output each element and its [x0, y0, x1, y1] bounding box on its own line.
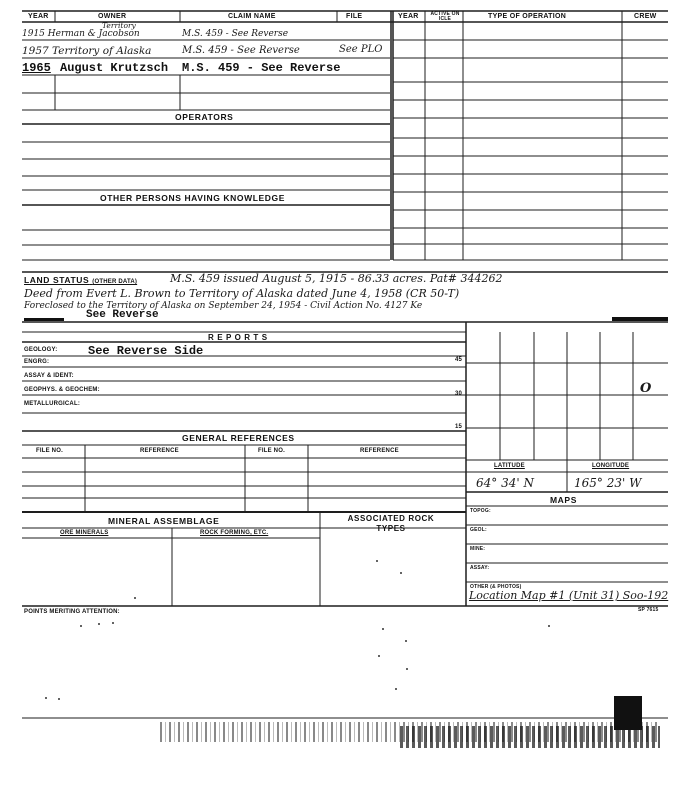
owner-row3-claim: M.S. 459 - See Reverse	[182, 61, 341, 75]
value-geology: See Reverse Side	[88, 344, 204, 358]
scan-speck	[58, 698, 60, 700]
header-file: FILE	[346, 13, 363, 20]
label-geophys-geochem: GEOPHYS. & GEOCHEM:	[24, 387, 100, 393]
owner-row2-claim: M.S. 459 - See Reverse	[182, 45, 300, 56]
section-reports: R E P O R T S	[208, 333, 268, 342]
scan-speck	[548, 625, 550, 627]
longitude-value: 165° 23' W	[574, 476, 642, 490]
owner-annotation: Territory	[102, 21, 136, 30]
maps-other: OTHER (& PHOTOS)	[470, 584, 522, 590]
owner-row3-year: 1965	[22, 61, 51, 75]
scan-speck	[378, 655, 380, 657]
owner-row2-owner: 1957 Territory of Alaska	[22, 45, 152, 57]
grid-num-15: 15	[455, 424, 463, 430]
longitude-label: LONGITUDE	[592, 463, 630, 469]
scan-speck	[406, 668, 408, 670]
latitude-label: LATITUDE	[494, 463, 525, 469]
maps-topog: TOPOG:	[470, 508, 491, 514]
label-rock-forming: ROCK FORMING, ETC.	[200, 530, 269, 536]
maps-mine: MINE:	[470, 546, 486, 552]
scan-speck	[45, 697, 47, 699]
section-general-references: GENERAL REFERENCES	[182, 433, 295, 443]
header-active-on-icle: ACTIVE ON ICLE	[430, 11, 460, 22]
scan-speck	[80, 625, 82, 627]
latitude-value: 64° 34' N	[476, 476, 534, 490]
scan-speck	[400, 572, 402, 574]
scan-speck	[405, 640, 407, 642]
maps-assay: ASSAY:	[470, 565, 490, 571]
header-year: YEAR	[28, 13, 49, 20]
grid-mark: O	[640, 381, 652, 396]
header-type-of-operation: TYPE OF OPERATION	[488, 13, 567, 20]
ref-reference-2: REFERENCE	[360, 448, 399, 454]
ref-reference-1: REFERENCE	[140, 448, 179, 454]
header-claim-name: CLAIM NAME	[228, 13, 276, 20]
maps-other-value: Location Map #1 (Unit 31) Soo-192	[469, 589, 669, 602]
section-points-meriting-attention: POINTS MERITING ATTENTION:	[24, 609, 120, 615]
redaction-bar	[24, 318, 64, 321]
ref-file-no-2: FILE NO.	[258, 448, 285, 454]
label-assay-ident: ASSAY & IDENT:	[24, 373, 74, 379]
grid-num-30: 30	[455, 391, 463, 397]
scan-speck	[395, 688, 397, 690]
header-crew: CREW	[634, 13, 657, 20]
scan-speck	[112, 622, 114, 624]
maps-geol: GEOL:	[470, 527, 487, 533]
owner-row1-owner: 1915 Herman & Jacobson	[22, 29, 140, 39]
section-mineral-assemblage: MINERAL ASSEMBLAGE	[108, 516, 220, 526]
registration-block	[614, 696, 642, 730]
owner-row1-claim: M.S. 459 - See Reverse	[182, 29, 289, 39]
land-status-line4: See Reverse	[86, 309, 159, 321]
label-engrg: ENGRG:	[24, 359, 50, 365]
label-ore-minerals: ORE MINERALS	[60, 530, 109, 536]
land-status-line3: Foreclosed to the Territory of Alaska on September 24, 1954 - Civil Action No. 4127 Ke	[24, 301, 423, 311]
section-land-status: LAND STATUS (OTHER DATA)	[24, 275, 138, 285]
scan-speck	[98, 623, 100, 625]
scan-speck	[382, 628, 384, 630]
scan-speck	[134, 597, 136, 599]
section-operators: OPERATORS	[175, 112, 234, 122]
land-status-line2: Deed from Evert L. Brown to Territory of Alaska dated June 4, 1958 (CR 50-T)	[24, 287, 460, 300]
section-other-persons: OTHER PERSONS HAVING KNOWLEDGE	[100, 193, 286, 203]
scan-speck	[376, 560, 378, 562]
redaction-bar-right	[612, 317, 668, 321]
land-status-sub: (OTHER DATA)	[92, 279, 138, 285]
section-associated-rock-types: ASSOCIATED ROCK TYPES	[347, 514, 435, 533]
header-owner: OWNER	[98, 13, 127, 20]
grid-num-45: 45	[455, 357, 463, 363]
form-number: SP 7615	[638, 607, 659, 613]
label-geology: GEOLOGY:	[24, 347, 58, 353]
ref-file-no-1: FILE NO.	[36, 448, 63, 454]
owner-row3-owner: August Krutzsch	[60, 61, 169, 75]
label-metallurgical: METALLURGICAL:	[24, 401, 81, 407]
section-maps: MAPS	[550, 495, 577, 505]
land-status-line1: M.S. 459 issued August 5, 1915 - 86.33 acres. Pat# 344262	[170, 272, 503, 285]
owner-row2-file: See PLO	[339, 44, 383, 55]
header-year-right: YEAR	[398, 13, 419, 20]
